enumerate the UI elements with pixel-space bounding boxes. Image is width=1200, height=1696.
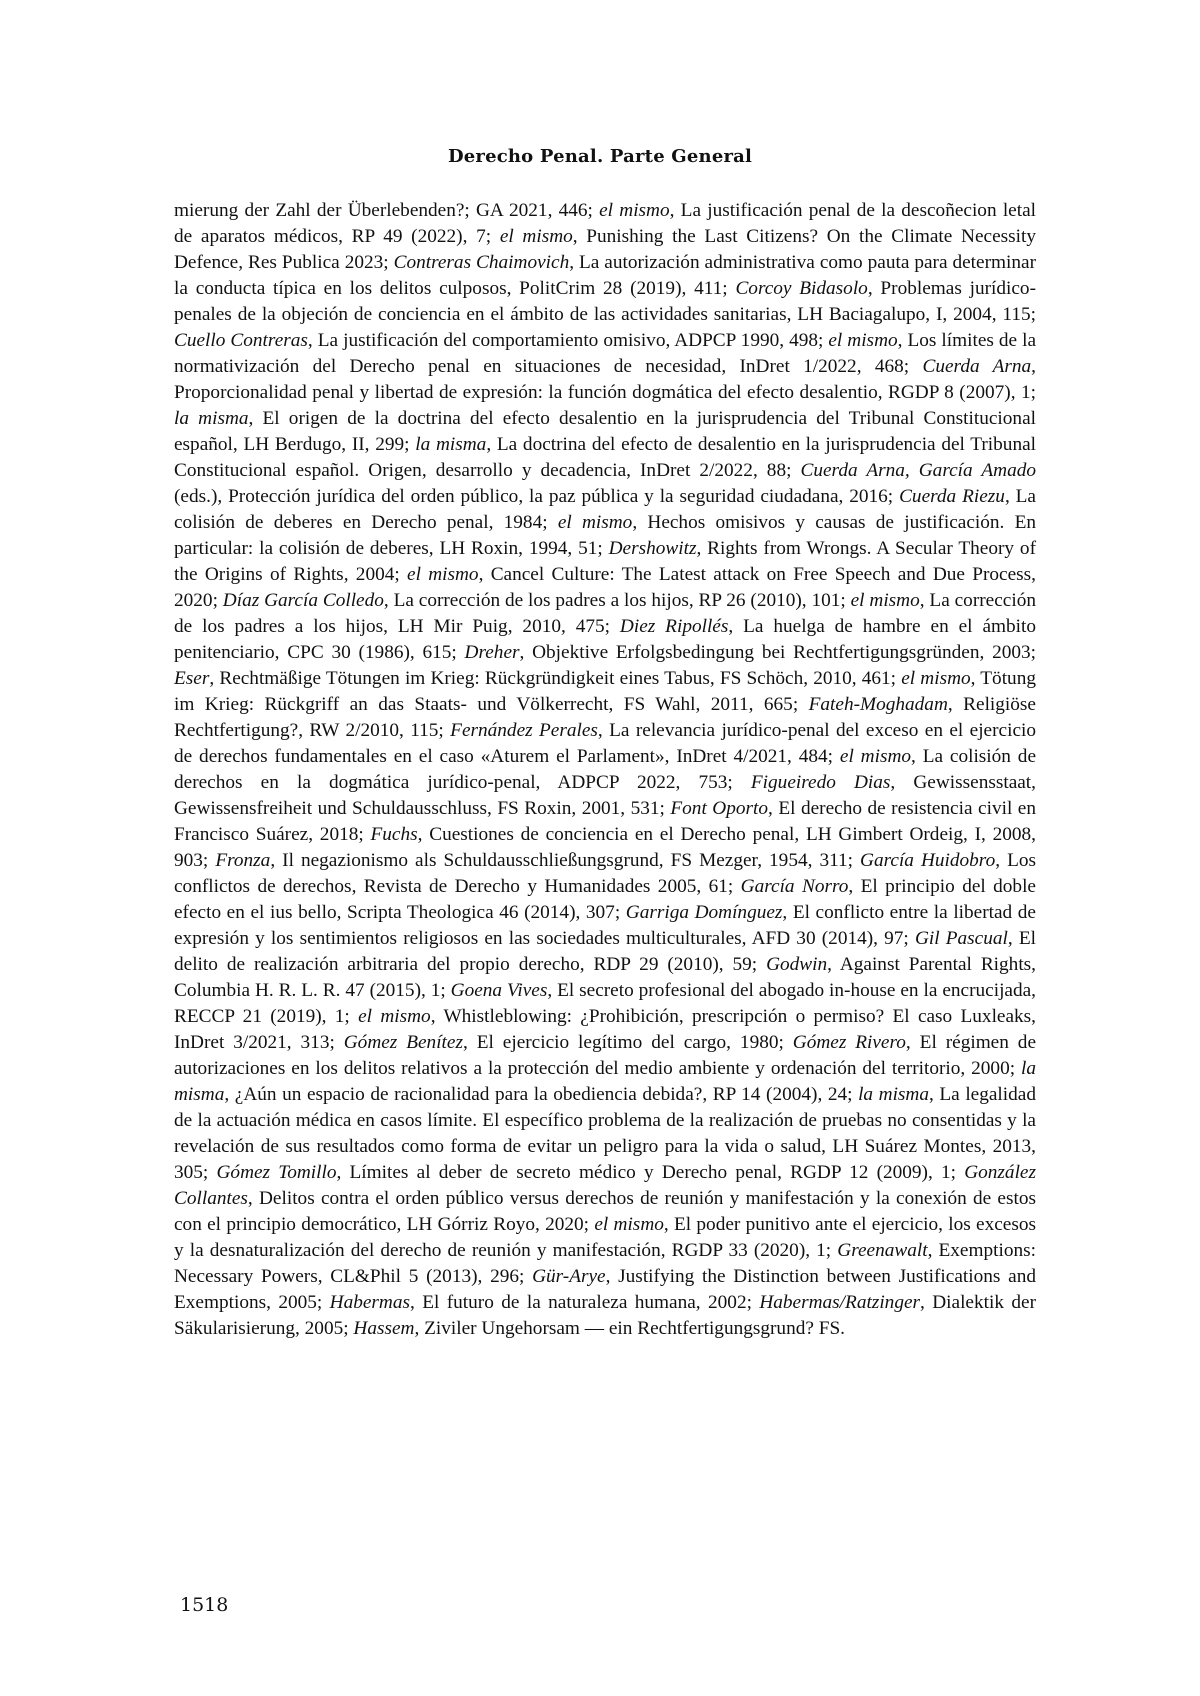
author-name: González Collantes: [174, 1162, 1036, 1209]
reference-text: , El ejercicio legítimo del cargo, 1980;: [462, 1032, 793, 1053]
reference-text: , Religiöse Rechtfertigung?, RW 2/2010, 115;: [174, 694, 1036, 741]
author-name: Gómez Tomillo: [216, 1162, 337, 1183]
reference-text: , La colisión de derechos en la dogmática jurídico-penal, ADPCP 2022, 753;: [174, 746, 1036, 793]
reference-text: , Rights from Wrongs. A Secular Theory of the Origins of Rights, 2004;: [174, 538, 1036, 585]
reference-text: , Whistleblowing: ¿Prohibición, prescripción o permiso? El caso Luxleaks, InDret 3/2021, 313;: [174, 1006, 1037, 1053]
author-name: el mismo: [599, 200, 670, 221]
reference-text: , Delitos contra el orden público versus derechos de reunión y manifestación y la conexión de estos con el principio democrático, LH Górriz Royo, 2020;: [174, 1188, 1036, 1235]
reference-text: , El futuro de la naturaleza humana, 2002;: [410, 1292, 760, 1313]
reference-text: , El delito de realización arbitraria del propio derecho, RDP 29 (2010), 59;: [174, 928, 1036, 975]
author-name: Cuerda Riezu: [899, 486, 1005, 507]
author-name: Dreher: [464, 642, 520, 663]
author-name: Eser: [174, 668, 210, 689]
reference-text: mierung der Zahl der Überlebenden?; GA 2021, 446;: [174, 200, 600, 221]
reference-text: , Rechtmäßige Tötungen im Krieg: Rückgründigkeit eines Tabus, FS Schöch, 2010, 461;: [209, 668, 902, 689]
author-name: el mismo: [839, 746, 912, 767]
author-name: Cuello Contreras: [174, 330, 308, 351]
author-name: el mismo: [828, 330, 898, 351]
running-head: Derecho Penal. Parte General: [447, 146, 753, 167]
reference-text: , Cancel Culture: The Latest attack on Free Speech and Due Process, 2020;: [174, 564, 1036, 611]
reference-text: , Justifying the Distinction between Justifications and Exemptions, 2005;: [174, 1266, 1036, 1313]
author-name: el mismo: [407, 564, 479, 585]
reference-text: , La legalidad de la actuación médica en casos límite. El específico problema de la realización de pruebas no consentidas y la revelación de sus resultados como forma de evitar un peligro para la vida o salud, LH Suárez Montes, 2013, 305;: [174, 1084, 1036, 1183]
reference-text: , La colisión de deberes en Derecho penal, 1984;: [174, 486, 1036, 533]
author-name: Font Oporto: [670, 798, 769, 819]
reference-text: , El régimen de autorizaciones en los delitos relativos a la protección del medio ambiente y ordenación del territorio, 2000;: [174, 1032, 1037, 1079]
author-name: García Norro: [740, 876, 849, 897]
author-name: Dershowitz: [608, 538, 697, 559]
author-name: Habermas/Ratzinger: [759, 1292, 921, 1313]
author-name: Greenawalt: [837, 1240, 928, 1261]
author-name: Corcoy Bidasolo: [735, 278, 868, 299]
reference-text: , Il negazionismo als Schuldausschließungsgrund, FS Mezger, 1954, 311;: [270, 850, 861, 871]
reference-text: , El origen de la doctrina del efecto desalentio en la jurisprudencia del Tribunal Constitucional español, LH Berdugo, II, 299;: [174, 408, 1036, 455]
author-name: la misma: [858, 1084, 929, 1105]
reference-text: , El secreto profesional del abogado in-house en la encrucijada, RECCP 21 (2019), 1;: [174, 980, 1037, 1027]
author-name: Goena Vives: [450, 980, 548, 1001]
reference-text: , La justificación del comportamiento omisivo, ADPCP 1990, 498;: [307, 330, 829, 351]
reference-text: , ¿Aún un espacio de racionalidad para la obediencia debida?, RP 14 (2004), 24;: [224, 1084, 859, 1105]
author-name: Diez Ripollés: [619, 616, 729, 637]
author-name: Gil Pascual: [914, 928, 1008, 949]
author-name: el mismo: [557, 512, 633, 533]
bibliography-paragraph: [174, 198, 1036, 1342]
author-name: Contreras Chaimovich: [393, 252, 570, 273]
author-name: Hassem: [353, 1318, 415, 1339]
reference-text: , Exemptions: Necessary Powers, CL&Phil 5 (2013), 296;: [174, 1240, 1036, 1287]
reference-text: , El poder punitivo ante el ejercicio, los excesos y la desnaturalización del derecho de reunión y manifestación, RGDP 33 (2020), 1;: [174, 1214, 1036, 1261]
reference-text: , La relevancia jurídico-penal del exceso en el ejercicio de derechos fundamentales en el caso «Aturem el Parlament», InDret 4/2021, 484;: [174, 720, 1037, 767]
reference-text: , Cuestiones de conciencia en el Derecho penal, LH Gimbert Ordeig, I, 2008, 903;: [174, 824, 1037, 871]
reference-text: (eds.), Protección jurídica del orden público, la paz pública y la seguridad ciudadana, 2016;: [174, 486, 900, 507]
author-name: Gómez Rivero: [792, 1032, 906, 1053]
author-name: Cuerda Arna, García Amado: [800, 460, 1036, 481]
author-name: Fateh-Moghadam: [808, 694, 948, 715]
reference-text: , El derecho de resistencia civil en Francisco Suárez, 2018;: [174, 798, 1036, 845]
reference-text: , Ziviler Ungehorsam — ein Rechtfertigungsgrund? FS.: [414, 1318, 846, 1339]
author-name: Fernández Perales: [450, 720, 598, 741]
page-number: 1518: [180, 1594, 229, 1616]
reference-text: , Hechos omisivos y causas de justificación. En particular: la colisión de deberes, LH Roxin, 1994, 51;: [174, 512, 1036, 559]
reference-text: , La corrección de los padres a los hijos, RP 26 (2010), 101;: [383, 590, 851, 611]
author-name: Garriga Domínguez: [625, 902, 783, 923]
author-name: Gür-Arye: [532, 1266, 606, 1287]
reference-text: , Dialektik der Säkularisierung, 2005;: [174, 1292, 1036, 1339]
reference-text: , Límites al deber de secreto médico y Derecho penal, RGDP 12 (2009), 1;: [336, 1162, 965, 1183]
author-name: el mismo: [850, 590, 920, 611]
author-name: el mismo: [594, 1214, 664, 1235]
author-name: el mismo: [499, 226, 573, 247]
author-name: el mismo: [901, 668, 971, 689]
author-name: el mismo: [358, 1006, 431, 1027]
author-name: la misma: [174, 1058, 1036, 1105]
reference-text: , Proporcionalidad penal y libertad de expresión: la función dogmática del efecto desalentio, RGDP 8 (2007), 1;: [174, 356, 1036, 403]
author-name: Godwin: [766, 954, 828, 975]
reference-text: , La justificación penal de la descoñecion letal de aparatos médicos, RP 49 (2022), 7;: [174, 200, 1037, 247]
author-name: Gómez Benítez: [343, 1032, 463, 1053]
author-name: Díaz García Colledo: [222, 590, 384, 611]
author-name: la misma: [415, 434, 487, 455]
reference-text: , Gewissensstaat, Gewissensfreiheit und Schuldausschluss, FS Roxin, 2001, 531;: [174, 772, 1036, 819]
reference-text: , El conflicto entre la libertad de expresión y los sentimientos religiosos en las sociedades multiculturales, AFD 30 (2014), 97;: [174, 902, 1036, 949]
author-name: Habermas: [329, 1292, 410, 1313]
reference-text: , Against Parental Rights, Columbia H. R. L. R. 47 (2015), 1;: [174, 954, 1036, 1001]
reference-text: , Objektive Erfolgsbedingung bei Rechtfertigungsgründen, 2003;: [519, 642, 1036, 663]
reference-text: , La huelga de hambre en el ámbito penitenciario, CPC 30 (1986), 615;: [174, 616, 1036, 663]
author-name: la misma: [174, 408, 249, 429]
reference-text: , La autorización administrativa como pauta para determinar la conducta típica en los delitos culposos, PolitCrim 28 (2019), 411;: [174, 252, 1036, 299]
author-name: Fronza: [215, 850, 271, 871]
author-name: Figueiredo Dias: [750, 772, 891, 793]
reference-text: , Tötung im Krieg: Rückgriff an das Staats- und Völkerrecht, FS Wahl, 2011, 665;: [174, 668, 1036, 715]
reference-text: , La doctrina del efecto de desalentio en la jurisprudencia del Tribunal Constitucional español. Origen, desarrollo y decadencia, InDret 2/2022, 88;: [174, 434, 1036, 481]
author-name: García Huidobro: [860, 850, 996, 871]
reference-text: , Los conflictos de derechos, Revista de Derecho y Humanidades 2005, 61;: [174, 850, 1036, 897]
reference-text: , Punishing the Last Citizens? On the Climate Necessity Defence, Res Publica 2023;: [174, 226, 1036, 273]
author-name: Cuerda Arna: [922, 356, 1032, 377]
reference-text: , Problemas jurídico-penales de la objeción de conciencia en el ámbito de las actividades sanitarias, LH Baciagalupo, I, 2004, 115;: [174, 278, 1036, 325]
reference-text: , La corrección de los padres a los hijos, LH Mir Puig, 2010, 475;: [174, 590, 1036, 637]
reference-text: , Los límites de la normativización del Derecho penal en situaciones de necesidad, InDret 1/2022, 468;: [174, 330, 1037, 377]
author-name: Fuchs: [370, 824, 418, 845]
reference-text: , El principio del doble efecto en el ius bello, Scripta Theologica 46 (2014), 307;: [174, 876, 1036, 923]
